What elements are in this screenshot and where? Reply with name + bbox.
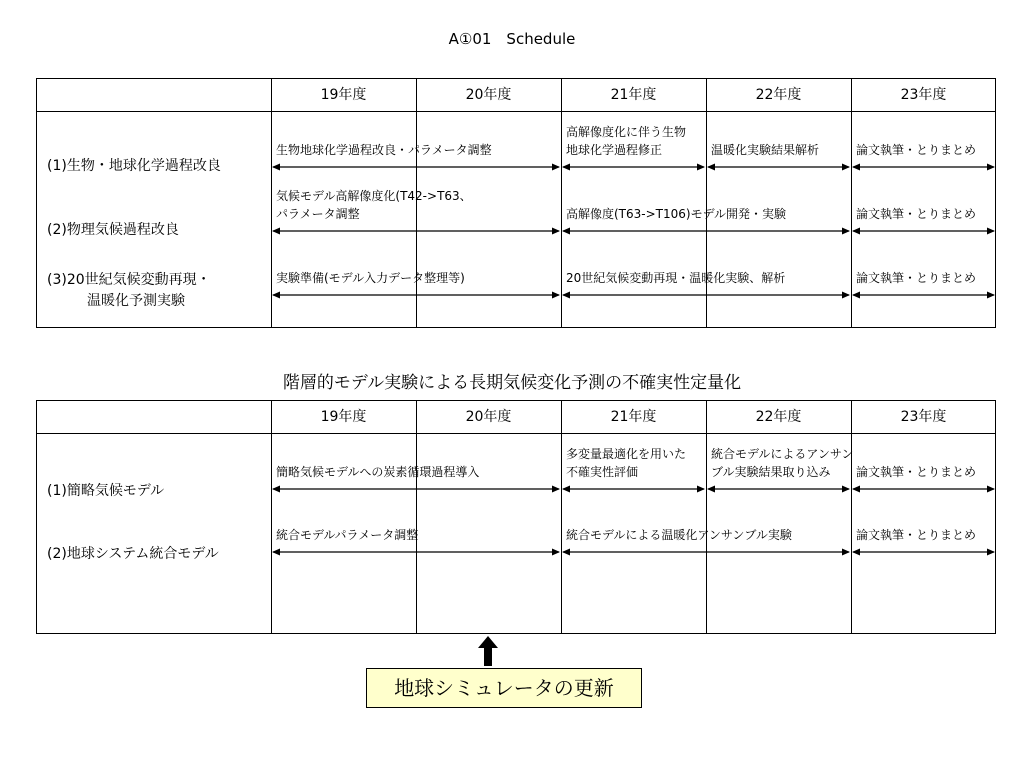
row-label: (1)簡略気候モデル [47,483,165,499]
column-divider [561,401,562,633]
phase-label: 統合モデルによるアンサン [711,447,854,461]
phase-arrow [852,228,995,235]
column-divider [416,401,417,633]
update-callout: 地球シミュレータの更新 [366,668,642,708]
column-divider [271,79,272,327]
year-header-22: 22年度 [755,87,802,103]
column-divider [851,79,852,327]
phase-label: 実験準備(モデル入力データ整理等) [276,271,465,285]
column-divider [706,401,707,633]
schedule-table-1 [36,78,996,328]
phase-arrow [852,164,995,171]
phase-arrow [852,486,995,493]
phase-label: 論文執筆・とりまとめ [856,143,977,157]
phase-label: 不確実性評価 [566,465,639,479]
phase-label: 高解像度化に伴う生物 [566,125,687,139]
phase-arrow [562,486,705,493]
phase-arrow [707,486,850,493]
phase-label: パラメータ調整 [276,207,360,221]
row-label: (3)20世紀気候変動再現・ [47,272,211,288]
year-header-19: 19年度 [320,87,367,103]
page-title: A①01 Schedule [448,30,576,48]
schedule-table-2 [36,400,996,634]
year-header-19: 19年度 [320,409,367,425]
year-header-21: 21年度 [610,87,657,103]
phase-label: 統合モデルパラメータ調整 [276,528,419,542]
column-divider [706,79,707,327]
row-label: (1)生物・地球化学過程改良 [47,158,221,174]
phase-label: 論文執筆・とりまとめ [856,465,977,479]
phase-label: 20世紀気候変動再現・温暖化実験、解析 [566,271,786,285]
phase-label: 生物地球化学過程改良・パラメータ調整 [276,143,492,157]
up-arrow-icon [478,636,498,666]
phase-label: 論文執筆・とりまとめ [856,271,977,285]
phase-label: 統合モデルによる温暖化アンサンブル実験 [566,528,792,542]
year-header-22: 22年度 [755,409,802,425]
year-header-23: 23年度 [900,87,947,103]
column-divider [561,79,562,327]
phase-label: 論文執筆・とりまとめ [856,528,977,542]
row-label: 温暖化予測実験 [87,293,185,309]
phase-label: 高解像度(T63->T106)モデル開発・実験 [566,207,786,221]
phase-arrow [562,164,705,171]
row-label: (2)地球システム統合モデル [47,546,219,562]
column-divider [271,401,272,633]
table-2-title: 階層的モデル実験による長期気候変化予測の不確実性定量化 [282,373,742,393]
column-divider [851,401,852,633]
year-header-20: 20年度 [465,409,512,425]
phase-label: 温暖化実験結果解析 [711,143,820,157]
phase-label: 論文執筆・とりまとめ [856,207,977,221]
year-header-21: 21年度 [610,409,657,425]
phase-arrow [707,164,850,171]
phase-label: 地球化学過程修正 [566,143,663,157]
phase-arrow [852,292,995,299]
phase-label: 簡略気候モデルへの炭素循環過程導入 [276,465,480,479]
phase-arrow [852,549,995,556]
year-header-20: 20年度 [465,87,512,103]
phase-label: ブル実験結果取り込み [711,465,831,479]
phase-label: 多変量最適化を用いた [566,447,687,461]
phase-label: 気候モデル高解像度化(T42->T63、 [276,189,472,203]
year-header-23: 23年度 [900,409,947,425]
row-label: (2)物理気候過程改良 [47,222,179,238]
